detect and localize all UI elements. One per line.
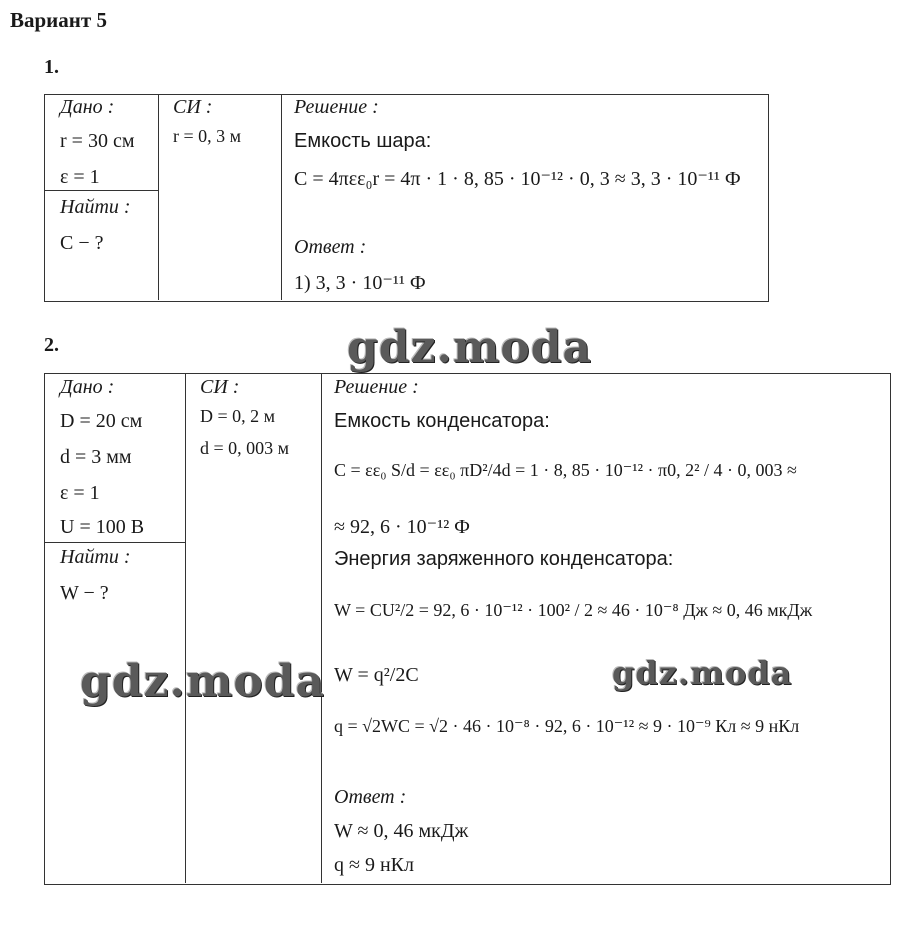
find-item: W − ?	[60, 582, 109, 604]
solution-heading: Емкость шара:	[294, 130, 432, 152]
formula-charge: q = √2WC = √2 · 46 · 10⁻⁸ · 92, 6 · 10⁻¹² ≈ 9 · 10⁻⁹ Кл ≈ 9 нКл	[334, 716, 800, 736]
given-item: ε = 1	[60, 166, 100, 188]
problem-2-number: 2.	[44, 334, 59, 356]
given-item: r = 30 см	[60, 130, 135, 152]
given-item: U = 100 В	[60, 516, 145, 538]
find-item: C − ?	[60, 232, 104, 254]
energy-heading: Энергия заряженного конденсатора:	[334, 548, 674, 570]
formula-sphere-capacitance: C = 4πεε₀r = 4π · 1 · 8, 85 · 10⁻¹² · 0, 3 ≈ 3, 3 · 10⁻¹¹ Ф	[294, 168, 741, 190]
answer-label: Ответ :	[294, 236, 367, 258]
divider	[185, 373, 186, 883]
divider	[321, 373, 322, 883]
answer-value: W ≈ 0, 46 мкДж	[334, 820, 469, 842]
given-item: D = 20 см	[60, 410, 143, 432]
given-item: ε = 1	[60, 482, 100, 504]
find-label: Найти :	[60, 196, 131, 218]
answer-label: Ответ :	[334, 786, 407, 808]
given-label: Дано :	[60, 376, 115, 398]
formula-capacitor-capacitance: C = εε₀ S/d = εε₀ πD²/4d = 1 · 8, 85 · 10⁻¹² · π0, 2² / 4 · 0, 003 ≈	[334, 460, 797, 480]
answer-value: q ≈ 9 нКл	[334, 854, 414, 876]
given-label: Дано :	[60, 96, 115, 118]
answer-value: 1) 3, 3 · 10⁻¹¹ Ф	[294, 272, 426, 294]
problem-1-number: 1.	[44, 56, 59, 78]
watermark-logo: gdz.moda	[347, 322, 593, 373]
page-title: Вариант 5	[10, 8, 107, 32]
formula-energy: W = CU²/2 = 92, 6 · 10⁻¹² · 100² / 2 ≈ 46 · 10⁻⁸ Дж ≈ 0, 46 мкДж	[334, 600, 813, 620]
si-item: r = 0, 3 м	[173, 126, 242, 146]
divider	[158, 94, 159, 300]
problem-2-table	[44, 373, 891, 885]
si-item: D = 0, 2 м	[200, 406, 276, 426]
si-label: СИ :	[200, 376, 240, 398]
si-item: d = 0, 003 м	[200, 438, 290, 458]
divider	[44, 542, 185, 543]
si-label: СИ :	[173, 96, 213, 118]
watermark-logo: gdz.moda	[612, 654, 793, 692]
formula-charge-relation: W = q²/2C	[334, 664, 419, 686]
capacitance-result: ≈ 92, 6 · 10⁻¹² Ф	[334, 516, 470, 538]
watermark-logo: gdz.moda	[80, 656, 326, 707]
given-item: d = 3 мм	[60, 446, 132, 468]
divider	[281, 94, 282, 300]
find-label: Найти :	[60, 546, 131, 568]
capacitance-heading: Емкость конденсатора:	[334, 410, 550, 432]
solution-label: Решение :	[334, 376, 419, 398]
solution-label: Решение :	[294, 96, 379, 118]
divider	[44, 190, 158, 191]
